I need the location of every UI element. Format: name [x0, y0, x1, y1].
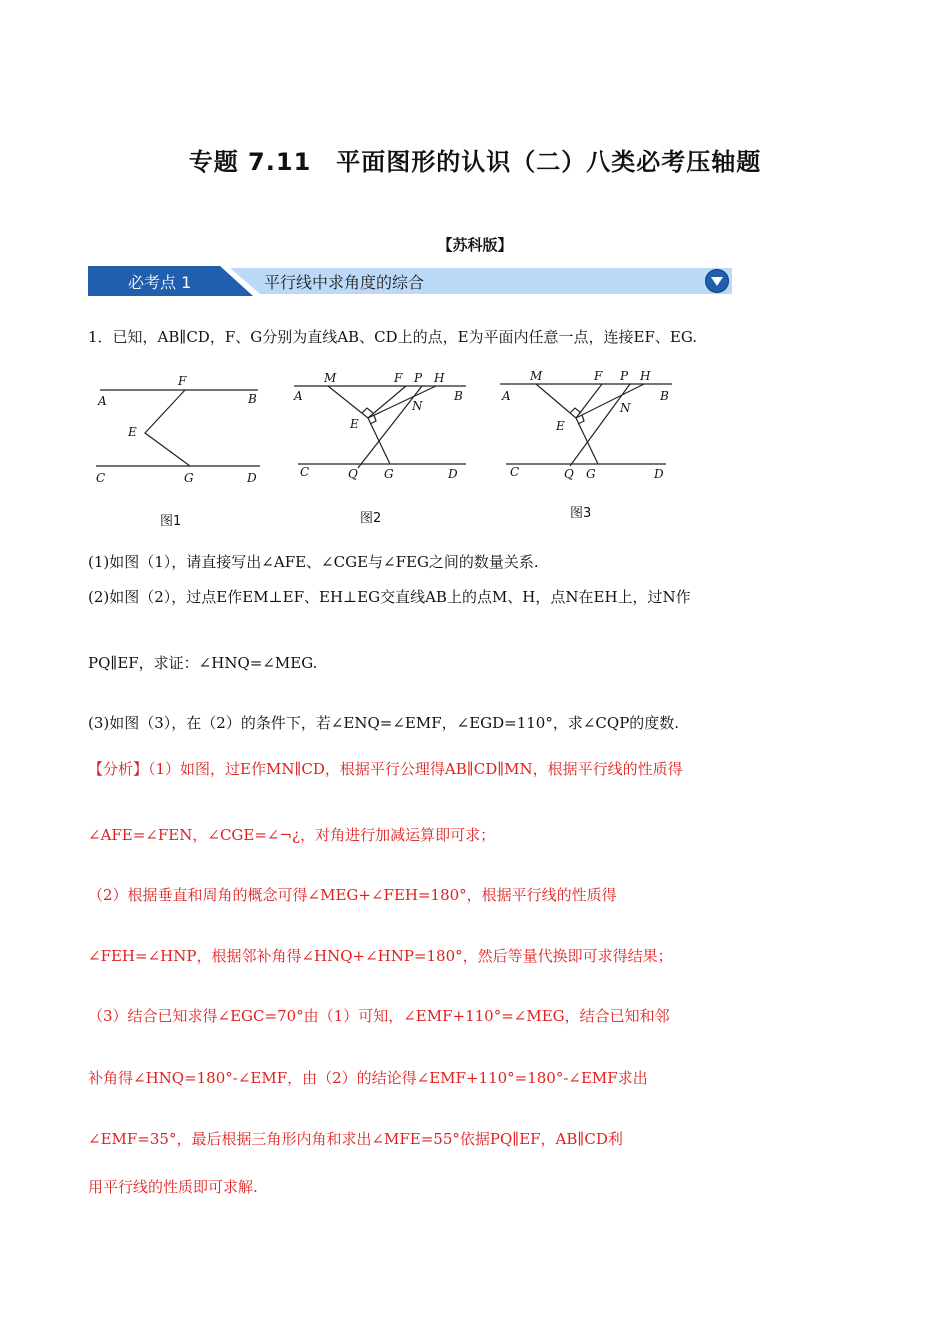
- fig2-label-F: F: [394, 371, 403, 385]
- fig3-label-A: A: [502, 389, 511, 403]
- analysis-text-1: （1）如图，过E作MN∥CD，根据平行公理得AB∥CD∥MN，根据平行线的性质得: [148, 760, 683, 778]
- fig3-label-N: N: [620, 401, 631, 415]
- analysis-line-4: ∠FEH=∠HNP，根据邻补角得∠HNQ+∠HNP=180°，然后等量代换即可求得结果；: [88, 947, 673, 965]
- fig1-label-F: F: [178, 374, 187, 388]
- fig3-label-C: C: [510, 465, 520, 479]
- fig2-label-E: E: [350, 417, 359, 431]
- fig1-label-A: A: [98, 394, 107, 408]
- analysis-line-5: （3）结合已知求得∠EGC=70°由（1）可知，∠EMF+110°=∠MEG，结合已知和邻: [88, 1007, 670, 1025]
- fig3-label-D: D: [654, 467, 664, 481]
- analysis-line-2: ∠AFE=∠FEN，∠CGE=∠¬¿，对角进行加减运算即可求；: [88, 826, 496, 844]
- banner-tag: 必考点 1: [128, 273, 192, 292]
- analysis-tag: 【分析】: [88, 760, 149, 778]
- fig2-label-M: M: [324, 371, 337, 385]
- fig3-label-E: E: [556, 419, 565, 433]
- figure-2: [288, 368, 473, 490]
- analysis-line-8: 用平行线的性质即可求解.: [88, 1178, 258, 1196]
- fig2-label-P: P: [414, 371, 423, 385]
- fig3-label-H: H: [640, 369, 651, 383]
- figure-3-caption: 图3: [570, 506, 592, 521]
- banner-topic: 平行线中求角度的综合: [264, 273, 425, 292]
- fig2-label-C: C: [300, 465, 310, 479]
- fig3-label-P: P: [620, 369, 629, 383]
- chevron-down-icon[interactable]: [705, 269, 729, 293]
- fig3-label-M: M: [530, 369, 543, 383]
- question-part-2a: (2)如图（2），过点E作EM⊥EF、EH⊥EG交直线AB上的点M、H，点N在EH上，过N作: [88, 588, 691, 606]
- fig3-label-B: B: [660, 389, 669, 403]
- fig2-label-G: G: [384, 467, 394, 481]
- question-part-3: (3)如图（3），在（2）的条件下，若∠ENQ=∠EMF，∠EGD=110°，求∠CQP的度数.: [88, 714, 680, 732]
- analysis-line-7: ∠EMF=35°，最后根据三角形内角和求出∠MFE=55°依据PQ∥EF，AB∥CD利: [88, 1130, 623, 1148]
- page-title: 专题 7.11 平面图形的认识（二）八类必考压轴题: [188, 148, 762, 176]
- analysis-line-1: [88, 758, 683, 780]
- fig2-label-B: B: [454, 389, 463, 403]
- question-intro: 1．已知，AB∥CD，F、G分别为直线AB、CD上的点，E为平面内任意一点，连接EF、EG.: [88, 328, 698, 346]
- question-part-1: (1)如图（1），请直接写出∠AFE、∠CGE与∠FEG之间的数量关系.: [88, 553, 539, 571]
- fig2-label-H: H: [434, 371, 445, 385]
- analysis-line-3: （2）根据垂直和周角的概念可得∠MEG+∠FEH=180°，根据平行线的性质得: [88, 886, 617, 904]
- edition-label: 【苏科版】: [437, 236, 513, 254]
- analysis-line-6: 补角得∠HNQ=180°-∠EMF，由（2）的结论得∠EMF+110°=180°-∠EMF求出: [88, 1069, 648, 1087]
- question-part-2b: PQ∥EF，求证：∠HNQ=∠MEG.: [88, 654, 318, 672]
- fig3-label-F: F: [594, 369, 603, 383]
- fig2-label-D: D: [448, 467, 458, 481]
- fig3-label-Q: Q: [564, 467, 574, 481]
- fig1-label-C: C: [96, 471, 106, 485]
- fig1-label-G: G: [184, 471, 194, 485]
- figure-3: [494, 366, 679, 488]
- figure-1: [90, 368, 265, 493]
- fig2-label-A: A: [294, 389, 303, 403]
- fig3-label-G: G: [586, 467, 596, 481]
- fig2-label-Q: Q: [348, 467, 358, 481]
- fig1-label-B: B: [248, 392, 257, 406]
- topic-banner: [88, 266, 736, 296]
- fig1-label-E: E: [128, 425, 137, 439]
- fig2-label-N: N: [412, 399, 423, 413]
- figure-2-caption: 图2: [360, 511, 382, 526]
- figure-1-caption: 图1: [160, 514, 182, 529]
- fig1-label-D: D: [247, 471, 257, 485]
